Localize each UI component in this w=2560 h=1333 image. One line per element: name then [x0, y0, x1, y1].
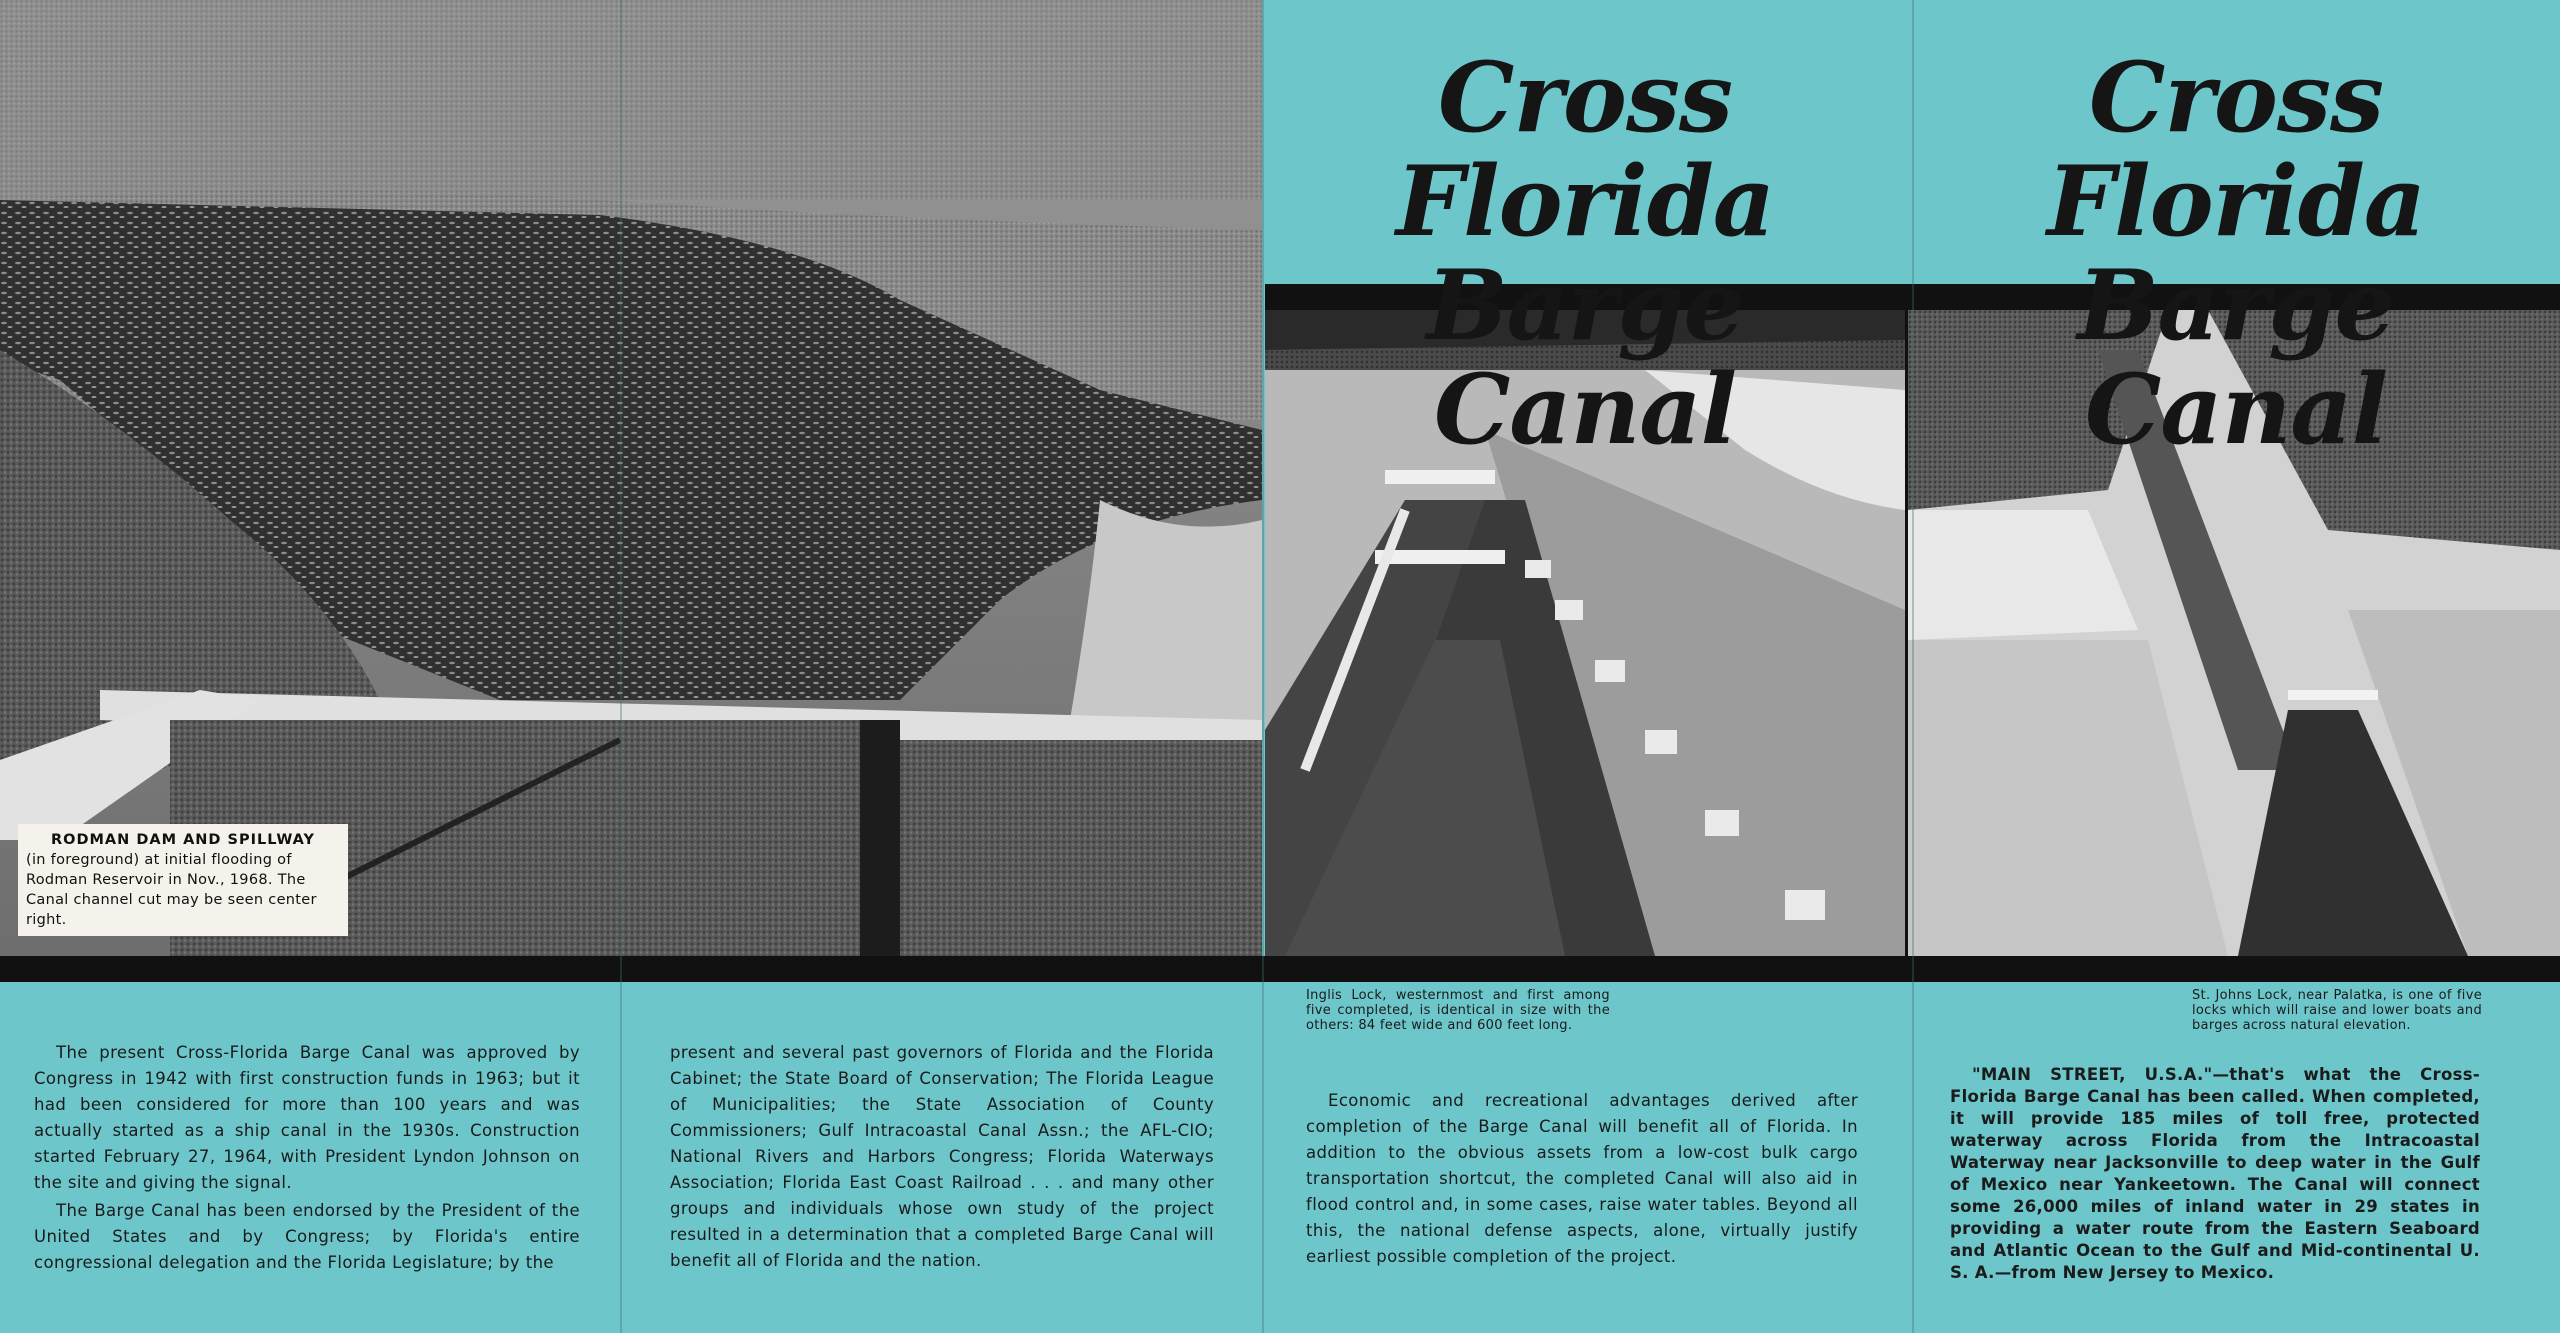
photo-divider [1905, 310, 1908, 956]
panel1-paragraph2: The Barge Canal has been endorsed by the President of the United States and by Congress; by Florida's entire congressional delegation and the Florida Legislature; by the [34, 1201, 580, 1272]
bottom-black-band [0, 956, 2560, 982]
rodman-caption [18, 824, 348, 936]
rodman-caption-text: (in foreground) at initial flooding of Rodman Reservoir in Nov., 1968. The Canal channel cut may be seen center right. [26, 852, 317, 928]
inglis-caption: Inglis Lock, westernmost and first among five completed, is identical in size with the others: 84 feet wide and 600 feet long. [1306, 988, 1610, 1033]
fold-line-2 [1262, 0, 1264, 1333]
cover-title-left-line1: Cross Florida [1395, 41, 1775, 258]
fold-line-1 [620, 0, 622, 1333]
panel2-text [670, 1040, 1214, 1276]
st-johns-caption: St. Johns Lock, near Palatka, is one of five locks which will raise and lower boats and barges across natural elevation. [2192, 988, 2482, 1033]
rodman-dam-image [0, 0, 1262, 956]
panel4-text [1950, 1064, 2480, 1284]
panel1-paragraph1: The present Cross-Florida Barge Canal was approved by Congress in 1942 with first construction funds in 1963; but it had been considered for more than 100 years and was actually started as a ship canal in the 1930s. Construction started February 27, 1964, with President Lyndon Johnson on the site and giving the signal. [34, 1043, 580, 1192]
rodman-caption-heading: RODMAN DAM AND SPILLWAY [50, 832, 316, 848]
panel2-paragraph1: present and several past governors of Florida and the Florida Cabinet; the State Board of Conservation; The Florida League of Municipalities; the State Association of County Commissioners; Gulf Intracoastal Canal Assn.; the AFL-CIO; National Rivers and Harbors Congress; Florida Waterways Association; Florida East Coast Railroad . . . and many other groups and individuals whose own study of the project resulted in a determination that a completed Barge Canal will benefit all of Florida and the nation. [670, 1043, 1214, 1270]
cover-title-left [1265, 41, 1905, 466]
cover-title-right-line1: Cross Florida [2046, 41, 2426, 258]
rodman-dam-photo [0, 0, 1262, 956]
cover-title-left-line2: Barge Canal [1426, 249, 1744, 466]
cover-title-right [1912, 41, 2560, 466]
panel1-text [34, 1040, 580, 1278]
panel4-paragraph1: "MAIN STREET, U.S.A."—that's what the Cross-Florida Barge Canal has been called. When completed, it will provide 185 miles of toll free, protected waterway across Florida from the Intracoastal Waterway near Jacksonville to deep water in the Gulf of Mexico near Yankeetown. The Canal will connect some 26,000 miles of inland water in 29 states in providing a water route from the Eastern Seaboard and Atlantic Ocean to the Gulf and Mid-continental U. S. A.—from New Jersey to Mexico. [1950, 1065, 2480, 1282]
cover-title-right-line2: Barge Canal [2077, 249, 2395, 466]
panel3-text [1306, 1088, 1858, 1272]
panel3-paragraph1: Economic and recreational advantages derived after completion of the Barge Canal will benefit all of Florida. In addition to the obvious assets from a low-cost bulk cargo transportation shortcut, the completed Canal will also aid in flood control and, in some cases, raise water tables. Beyond all this, the national defense aspects, alone, virtually justify earliest possible completion of the project. [1306, 1091, 1858, 1266]
